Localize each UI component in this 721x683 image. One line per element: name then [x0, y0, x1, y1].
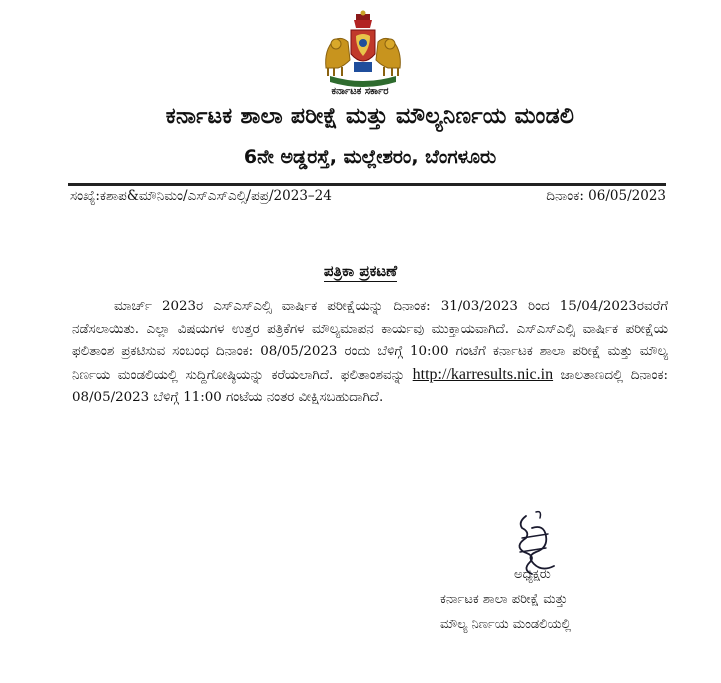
signature-block [440, 562, 680, 637]
header-divider [68, 183, 666, 186]
signatory-org-line-2: ಮೌಲ್ಯ ನಿರ್ಣಯ ಮಂಡಲಿಯಲ್ಲಿ [440, 617, 572, 632]
karnataka-emblem-icon [318, 10, 408, 90]
signatory-org-line-1: ಕರ್ನಾಟಕ ಶಾಲಾ ಪರೀಕ್ಷೆ ಮತ್ತು [440, 592, 568, 607]
results-website-link[interactable]: http://karresults.nic.in [412, 365, 554, 383]
organization-title: ಕರ್ನಾಟಕ ಶಾಲಾ ಪರೀಕ್ಷೆ ಮತ್ತು ಮೌಲ್ಯನಿರ್ಣಯ ಮಂಡಲಿ [165, 104, 575, 129]
organization-address: 6ನೇ ಅಡ್ಡರಸ್ತೆ, ಮಲ್ಲೇಶರಂ, ಬೆಂಗಳೂರು [243, 146, 497, 168]
signatory-designation: ಅಧ್ಯಕ್ಷರು [514, 567, 551, 582]
reference-date: ದಿನಾಂಕ: 06/05/2023 [546, 188, 666, 204]
notice-heading [0, 262, 721, 280]
notice-body-text-2: ಜಾಲತಾಣದಲ್ಲಿ ದಿನಾಂಕ: 08/05/2023 ಬೆಳಿಗ್ಗೆ 11:00 ಗಂಟೆಯ ನಂತರ ವೀಕ್ಷಿಸಬಹುದಾಗಿದೆ. [72, 367, 668, 406]
reference-number: ಸಂಖ್ಯೆ:ಕಶಾಪ&ಮೌನಿಮಂ/ಎಸ್ಎಸ್ಎಲ್ಸಿ/ಪಪ್ರ/2023–24 [70, 188, 332, 204]
notice-heading-text: ಪತ್ರಿಕಾ ಪ್ರಕಟಣೆ [323, 262, 398, 280]
notice-body-text-1: ಮಾರ್ಚ್ 2023ರ ಎಸ್ಎಸ್ಎಲ್ಸಿ ವಾರ್ಷಿಕ ಪರೀಕ್ಷೆಯನ್ನು ದಿನಾಂಕ: 31/03/2023 ರಿಂದ 15/04/2023ರವರೆಗೆ ನಡೆಸಲಾಯಿತು. ಎಲ್ಲಾ ವಿಷಯಗಳ ಉತ್ತರ ಪತ್ರಿಕೆಗಳ ಮೌಲ್ಯಮಾಪನ ಕಾರ್ಯವು ಮುಕ್ತಾಯವಾಗಿದೆ. ಎಸ್ಎಸ್ಎಲ್ಸಿ ವಾರ್ಷಿಕ ಪರೀಕ್ಷೆಯ ಫಲಿತಾಂಶ ಪ್ರಕಟಿಸುವ ಸಂಬಂಧ ದಿನಾಂಕ: 08/05/2023 ರಂದು ಬೆಳಿಗ್ಗೆ 10:00 ಗಂಟೆಗೆ ಕರ್ನಾಟಕ ಶಾಲಾ ಪರೀಕ್ಷೆ ಮತ್ತು ಮೌಲ್ಯ ನಿರ್ಣಯ ಮಂಡಲಿಯಲ್ಲಿ ಸುದ್ದಿಗೋಷ್ಠಿಯನ್ನು ಕರೆಯಲಾಗಿದೆ. ಫಲಿತಾಂಶವನ್ನು [72, 299, 668, 383]
emblem-caption: ಕರ್ನಾಟಕ ಸರ್ಕಾರ [331, 86, 389, 97]
notice-body [72, 296, 668, 410]
